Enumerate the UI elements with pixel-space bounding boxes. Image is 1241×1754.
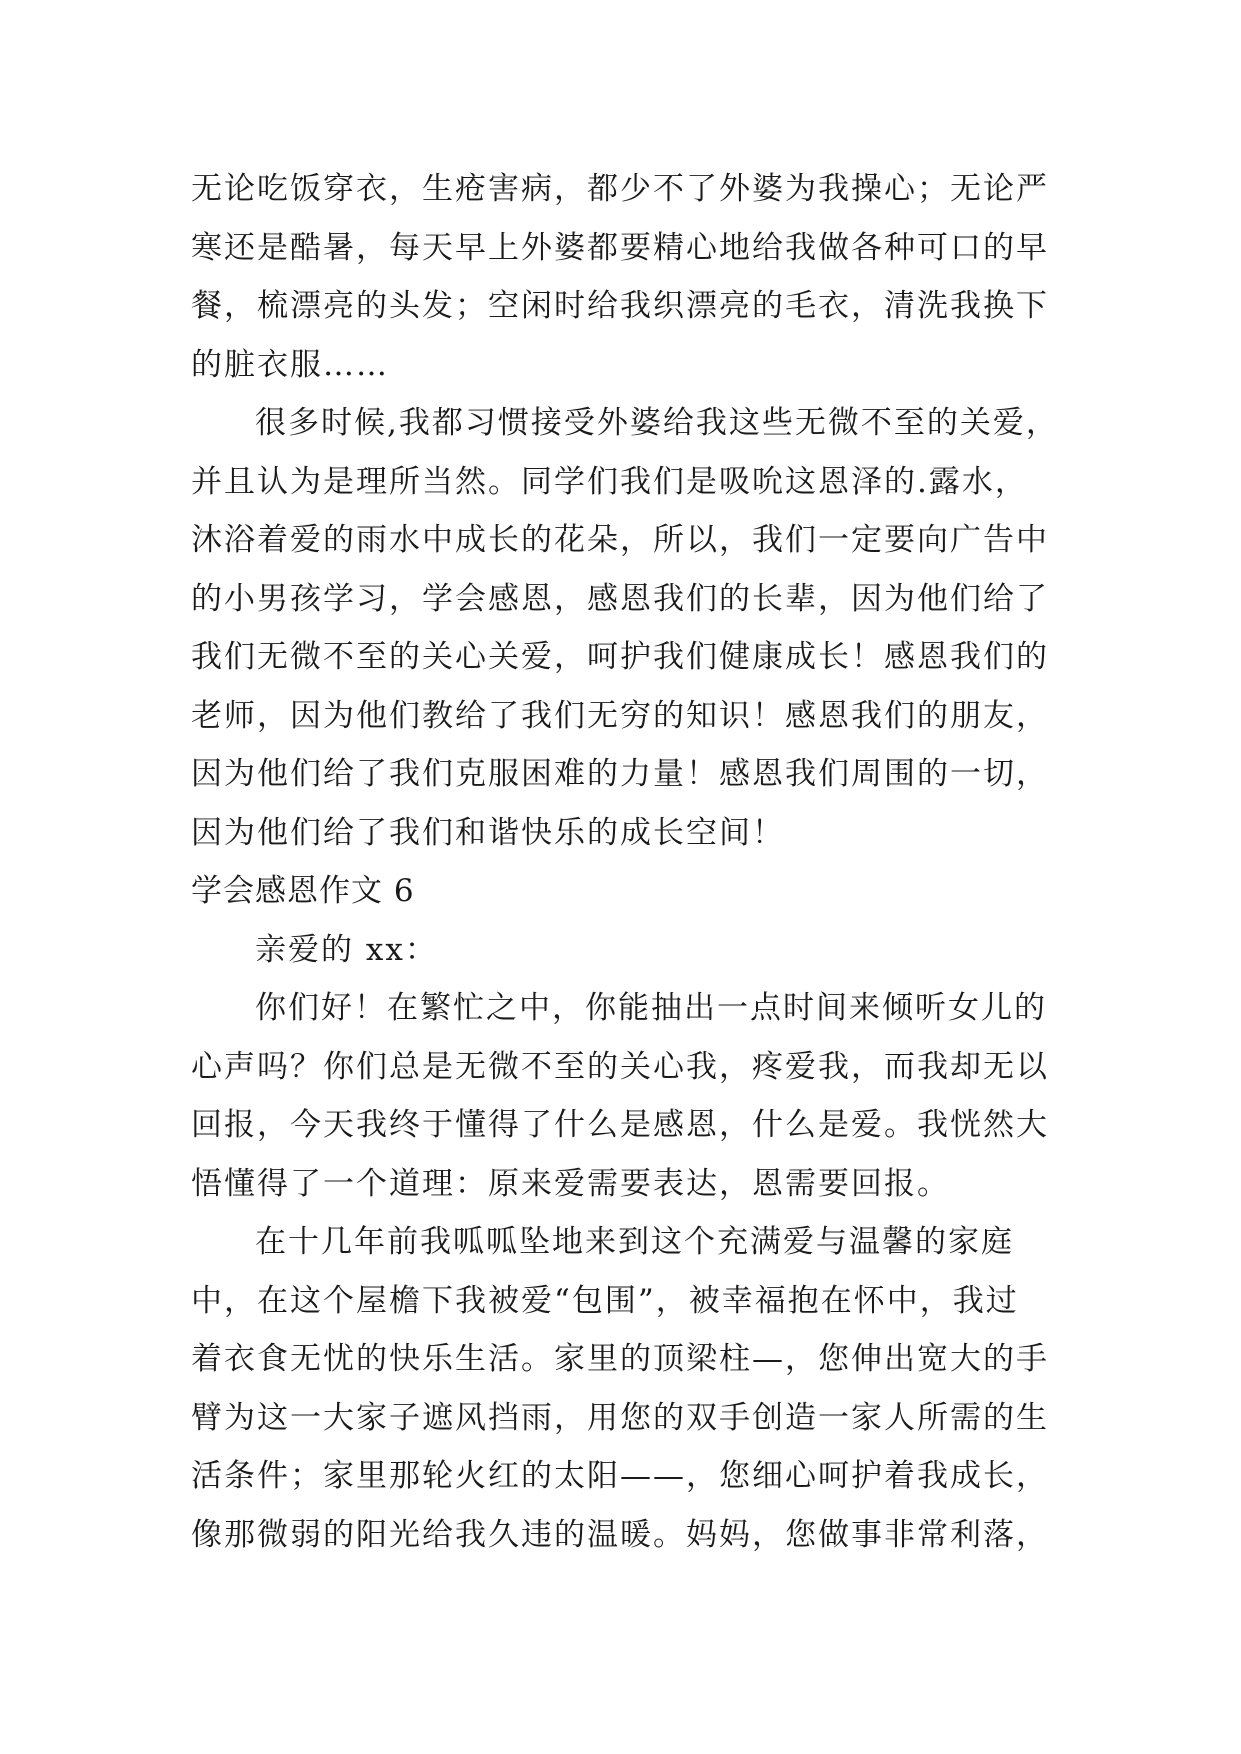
text-line: 寒还是酷暑，每天早上外婆都要精心地给我做各种可口的早 [191, 229, 1049, 266]
text-line: 无论吃饭穿衣，生疮害病，都少不了外婆为我操心；无论严 [191, 171, 1049, 207]
text-line: 沐浴着爱的雨水中成长的花朵，所以，我们一定要向广告中 [191, 522, 1049, 558]
text-line: 因为他们给了我们克服困难的力量！感恩我们周围的一切， [191, 756, 1049, 792]
document-body [191, 160, 1071, 1564]
text-line: 着衣食无忧的快乐生活。家里的顶梁柱—，您伸出宽大的手 [191, 1341, 1049, 1377]
text-line: 心声吗？你们总是无微不至的关心我，疼爱我，而我却无以 [191, 1048, 1049, 1085]
text-line: 并且认为是理所当然。同学们我们是吸吮这恩泽的.露水， [191, 463, 1028, 500]
text-line: 老师，因为他们教给了我们无穷的知识！感恩我们的朋友， [191, 697, 1049, 734]
text-line: 像那微弱的阳光给我久违的温暖。妈妈，您做事非常利落， [191, 1516, 1049, 1553]
paragraph-first-line: 在十几年前我呱呱坠地来到这个充满爱与温馨的家庭 [255, 1224, 1014, 1260]
text-line: 臂为这一大家子遮风挡雨，用您的双手创造一家人所需的生 [191, 1399, 1049, 1436]
text-line: 的小男孩学习，学会感恩，感恩我们的长辈，因为他们给了 [191, 580, 1049, 617]
section-heading: 学会感恩作文 6 [191, 873, 415, 909]
text-line: 活条件；家里那轮火红的太阳——，您细心呵护着我成长， [191, 1458, 1049, 1494]
paragraph-first-line: 你们好！在繁忙之中，你能抽出一点时间来倾听女儿的 [255, 990, 1047, 1026]
text-line: 餐，梳漂亮的头发；空闲时给我织漂亮的毛衣，清洗我换下 [191, 288, 1049, 324]
text-line: 悟懂得了一个道理：原来爱需要表达，恩需要回报。 [191, 1165, 950, 1202]
paragraph-first-line: 很多时候,我都习惯接受外婆给我这些无微不至的关爱， [255, 405, 1059, 441]
text-line: 中，在这个屋檐下我被爱“包围”，被幸福抱在怀中，我过 [191, 1282, 1019, 1319]
text-line: 回报，今天我终于懂得了什么是感恩，什么是爱。我恍然大 [191, 1107, 1049, 1143]
text-line: 的脏衣服…… [191, 346, 389, 383]
text-line: 因为他们给了我们和谐快乐的成长空间！ [191, 814, 785, 851]
text-line: 我们无微不至的关心关爱，呵护我们健康成长！感恩我们的 [191, 639, 1049, 675]
letter-salutation: 亲爱的 xx： [255, 931, 438, 968]
